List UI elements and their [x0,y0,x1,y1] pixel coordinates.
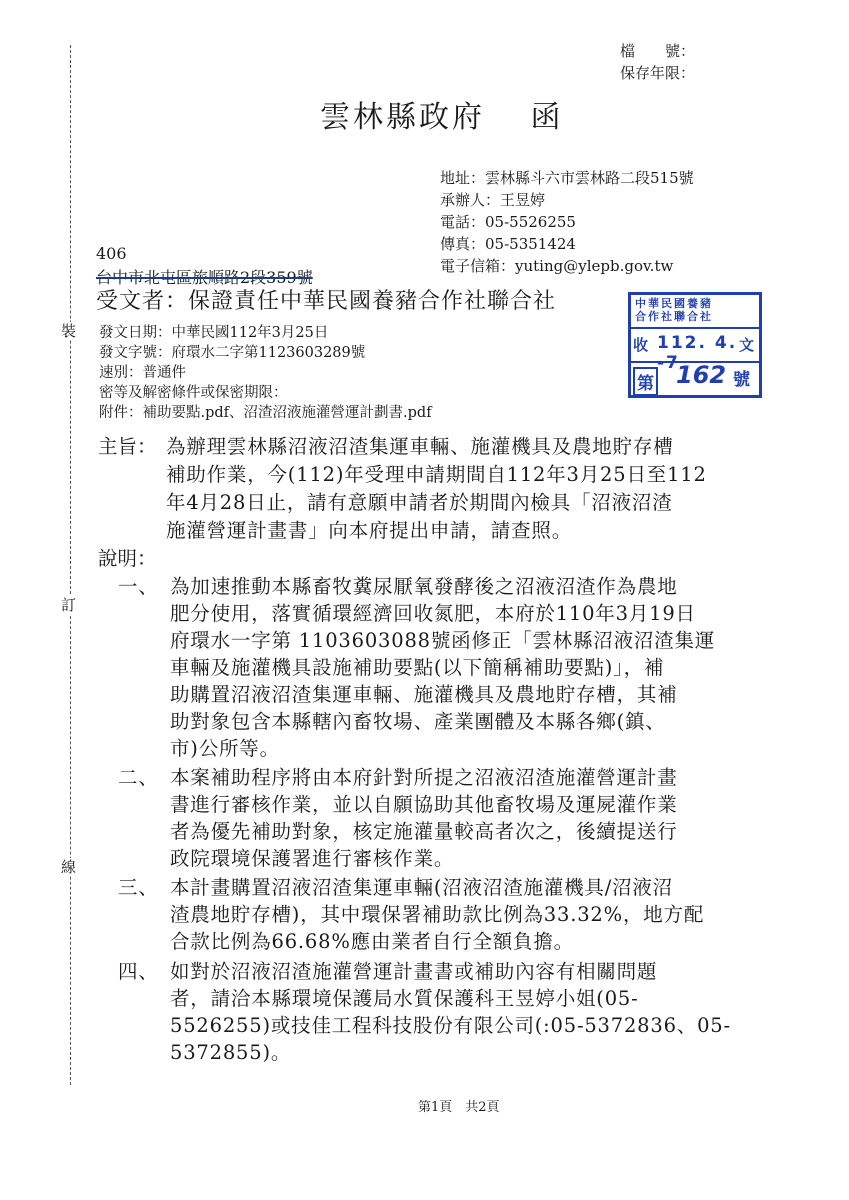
page-footer: 第1頁 共2頁 [418,1100,500,1115]
subject-line: 為辦理雲林縣沼液沼渣集運車輛、施灌機具及農地貯存槽 [166,435,674,458]
binding-label-middle: 訂 [61,596,77,614]
speed: 速別：普通件 [99,365,186,381]
item-line: 5526255)或技佳工程科技股份有限公司(:05-5372836、05- [170,1014,731,1037]
item-line: 助對象包含本縣轄內畜牧場、產業團體及本縣各鄉(鎮、 [170,710,666,733]
item-line: 市)公所等。 [170,737,280,760]
item-line: 渣農地貯存槽)，其中環保署補助款比例為33.32%，地方配 [170,903,705,926]
stamp-org [635,297,713,323]
item-line: 者為優先補助對象，核定施灌量較高者次之，後續提送行 [170,820,678,843]
attachments: 附件：補助要點.pdf、沼渣沼液施灌營運計劃書.pdf [99,405,432,421]
subject-line: 年4月28日止，請有意願申請者於期間內檢具「沼液沼渣 [166,491,673,514]
subject-line: 補助作業，今(112)年受理申請期間自112年3月25日至112 [166,463,707,486]
item-line: 5372855)。 [170,1041,292,1064]
stamp-org-line2: 合作社聯合社 [635,310,713,323]
item-line: 車輛及施灌機具設施補助要點(以下簡稱補助要點)」，補 [170,656,665,679]
subject-line: 施灌營運計畫書」向本府提出申請，請查照。 [166,519,573,542]
stamp-date: 112. 4. -7 [657,333,738,373]
retention-label: 保存年限： [620,64,696,82]
item-line: 肥分使用，落實循環經濟回收氮肥，本府於110年3月19日 [170,602,696,625]
stamp-no-suffix: 號 [733,370,750,390]
received-stamp [628,292,762,398]
recipient-address-struck: 台中市北屯區旅順路2段359號 [96,268,313,287]
item-number: 二、 [118,766,159,789]
contact-handler: 承辦人：王昱婷 [440,191,546,209]
binding-label-bottom: 線 [61,858,77,876]
contact-fax: 傳真：05-5351424 [440,235,576,253]
stamp-org-line1: 中華民國養豬 [635,297,713,310]
item-line: 合款比例為66.68%應由業者自行全額負擔。 [170,930,574,953]
item-line: 如對於沼液沼渣施灌營運計畫書或補助內容有相關問題 [170,960,658,983]
item-number: 一、 [118,575,159,598]
item-line: 政院環境保護署進行審核作業。 [170,847,455,870]
item-line: 府環水一字第 1103603088號函修正「雲林縣沼液沼渣集運 [170,629,716,652]
contact-phone: 電話：05-5526255 [440,213,576,231]
recipient-zip: 406 [96,244,127,263]
stamp-org-box [631,295,759,329]
subject-label: 主旨： [98,435,157,458]
binding-line [70,45,71,1085]
document-number: 發文字號：府環水二字第1123603289號 [99,345,366,361]
item-line: 助購置沼液沼渣集運車輛、施灌機具及農地貯存槽，其補 [170,683,678,706]
document-title: 雲林縣政府 函 [320,100,564,135]
stamp-number: 162 [676,361,727,389]
item-number: 四、 [118,960,159,983]
item-line: 本計畫購置沼液沼渣集運車輛(沼液沼渣施灌機具/沼液沼 [170,876,673,899]
binding-label-top: 裝 [61,322,77,340]
file-number-label: 檔 號： [620,42,696,60]
recipient: 受文者：保證責任中華民國養豬合作社聯合社 [96,289,557,314]
stamp-received-label: 收 [633,336,649,354]
item-line: 本案補助程序將由本府針對所提之沼液沼渣施灌營運計畫 [170,766,678,789]
item-line: 者，請洽本縣環境保護局水質保護科王昱婷小姐(05- [170,987,639,1010]
explanation-label: 說明： [98,547,157,570]
item-number: 三、 [118,876,159,899]
contact-email: 電子信箱：yuting@ylepb.gov.tw [440,257,674,275]
stamp-no-prefix: 第 [633,367,658,396]
secrecy: 密等及解密條件或保密期限： [99,385,288,401]
stamp-doc-label: 文 [739,336,755,354]
item-line: 為加速推動本縣畜牧糞尿厭氧發酵後之沼液沼渣作為農地 [170,575,678,598]
stamp-date-row [631,327,759,373]
contact-address: 地址：雲林縣斗六市雲林路二段515號 [440,169,694,187]
issue-date: 發文日期：中華民國112年3月25日 [99,325,329,341]
item-line: 書進行審核作業，並以自願協助其他畜牧場及運屍灌作業 [170,793,678,816]
